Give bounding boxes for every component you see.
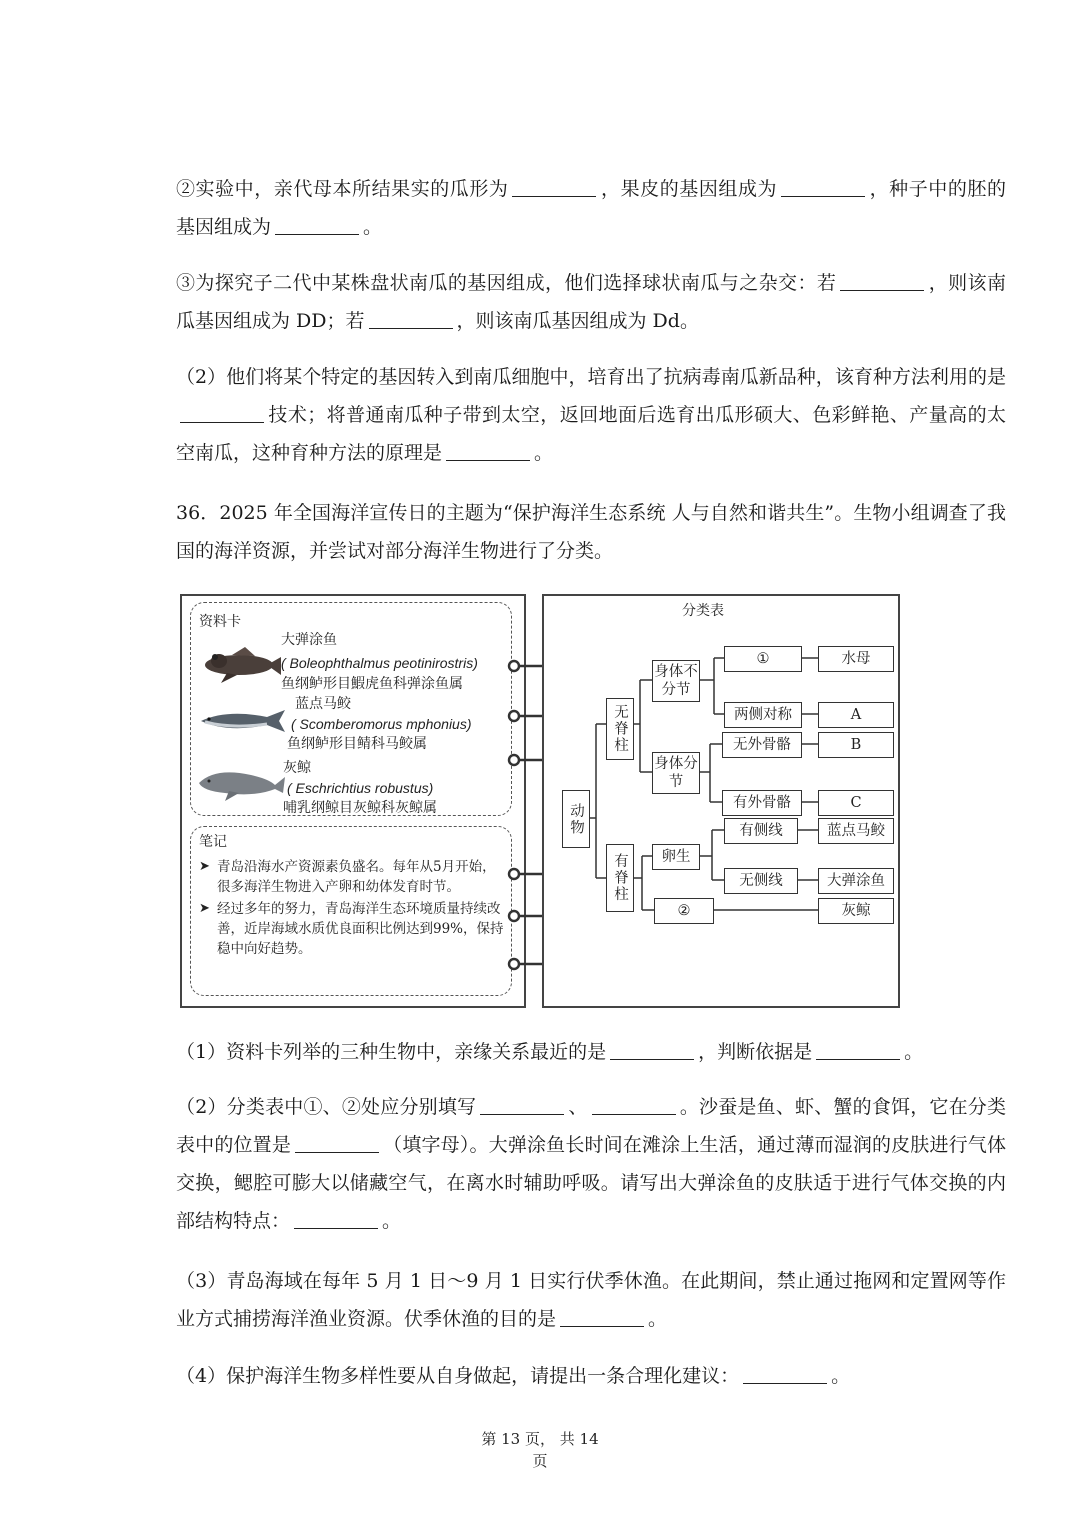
leaf-mudskipper: 大弹涂鱼 <box>818 868 894 894</box>
q36-figure <box>180 594 900 1008</box>
leaf-gray-whale: 灰鲸 <box>818 898 894 924</box>
answer-blank[interactable] <box>592 1113 676 1115</box>
node-oviparous: 卵生 <box>652 844 700 870</box>
q36-sub3: （3）青岛海域在每年 5 月 1 日～9 月 1 日实行伏季休渔。在此期间，禁止通过拖网和定置网等作业方式捕捞海洋渔业资源。伏季休渔的目的是 。 <box>176 1270 1006 1330</box>
answer-blank[interactable] <box>816 1058 900 1060</box>
node-blank-1: ① <box>724 646 802 672</box>
card-title: 资料卡 <box>199 614 241 630</box>
leaf-mackerel: 蓝点马鲛 <box>818 818 894 844</box>
leaf-a: A <box>818 702 894 728</box>
q36-intro: 36．2025 年全国海洋宣传日的主题为“保护海洋生态系统 人与自然和谐共生”。生物小组调查了我国的海洋资源，并尝试对部分海洋生物进行了分类。 <box>176 502 1006 562</box>
classification-panel <box>542 594 900 1008</box>
q36-sub1: （1）资料卡列举的三种生物中，亲缘关系最近的是 ，判断依据是 。 <box>176 1041 924 1063</box>
node-unsegmented: 身体不分节 <box>652 660 700 702</box>
q36-sub2: （2）分类表中①、②处应分别填写 、 。沙蚕是鱼、虾、蟹的食饵，它在分类表中的位置是 （填字母）。大弹涂鱼长时间在滩涂上生活，通过薄而湿润的皮肤进行气体交换，鳃腔可膨大以储藏空气，在离水时辅助呼吸。请写出大弹涂鱼的皮肤适于进行气体交换的内部结构特点： 。 <box>176 1096 1006 1232</box>
binder-rings <box>180 594 560 1008</box>
leaf-jellyfish: 水母 <box>818 646 894 672</box>
answer-blank[interactable] <box>180 421 264 423</box>
node-exoskeleton: 有外骨骼 <box>722 790 802 816</box>
q35-part2: ②实验中，亲代母本所结果实的瓜形为 ，果皮的基因组成为 ，种子中的胚的基因组成为 。 <box>176 178 1006 238</box>
q35-part3: ③为探究子二代中某株盘状南瓜的基因组成，他们选择球状南瓜与之杂交：若 ，则该南瓜基因组成为 DD；若 ，则该南瓜基因组成为 Dd。 <box>176 272 1006 332</box>
node-no-exoskeleton: 无外骨骼 <box>722 732 802 758</box>
node-lateral-line: 有侧线 <box>724 818 798 844</box>
node-no-spine: 无脊柱 <box>606 698 634 760</box>
node-no-lateral-line: 无侧线 <box>724 868 798 894</box>
answer-blank[interactable] <box>743 1382 827 1384</box>
q36-sub4: （4）保护海洋生物多样性要从自身做起，请提出一条合理化建议： 。 <box>176 1365 851 1387</box>
leaf-b: B <box>818 732 894 758</box>
leaf-c: C <box>818 790 894 816</box>
species-card: 资料卡 大弹涂鱼 ( Boleophthalmus peotinirostris) 鱼纲鲈形目鰕虎鱼科弹涂鱼属 蓝点马鲛 ( Scomberomorus mphonius) 鱼纲鲈形目鲭科马鲛属 灰鲸 ( Eschrichtius robustus) 哺乳纲鲸目灰鲸科灰鲸属 <box>190 602 512 816</box>
answer-blank[interactable] <box>610 1058 694 1060</box>
node-spine: 有脊柱 <box>606 844 634 912</box>
note-item: ➤ 经过多年的努力，青岛海洋生态环境质量持续改善，近岸海域水质优良面积比例达到99%，保持稳中向好趋势。 <box>199 899 509 959</box>
answer-blank[interactable] <box>369 327 453 329</box>
answer-blank[interactable] <box>512 195 596 197</box>
node-bilateral: 两侧对称 <box>724 702 802 728</box>
answer-blank[interactable] <box>480 1113 564 1115</box>
answer-blank[interactable] <box>840 289 924 291</box>
answer-blank[interactable] <box>446 459 530 461</box>
page-number-suffix: 页 <box>532 1452 548 1470</box>
answer-blank[interactable] <box>295 1151 379 1153</box>
q35-part4: （2）他们将某个特定的基因转入到南瓜细胞中，培育出了抗病毒南瓜新品种，该育种方法利用的是技术；将普通南瓜种子带到太空，返回地面后选育出瓜形硕大、色彩鲜艳、产量高的太空南瓜，这种育种方法的原理是 。 <box>176 366 1006 464</box>
node-blank-2: ② <box>654 898 714 924</box>
answer-blank[interactable] <box>781 195 865 197</box>
note-item: ➤ 青岛沿海水产资源素负盛名。每年从5月开始，很多海洋生物进入产卵和幼体发育时节。 <box>199 857 509 897</box>
notes-title: 笔记 <box>199 834 227 850</box>
node-segmented: 身体分节 <box>652 752 700 794</box>
answer-blank[interactable] <box>275 233 359 235</box>
node-animal: 动物 <box>562 790 590 848</box>
answer-blank[interactable] <box>294 1227 378 1229</box>
table-title: 分类表 <box>682 603 724 619</box>
page-number: 第 13 页， 共 14 <box>481 1430 599 1448</box>
answer-blank[interactable] <box>560 1325 644 1327</box>
